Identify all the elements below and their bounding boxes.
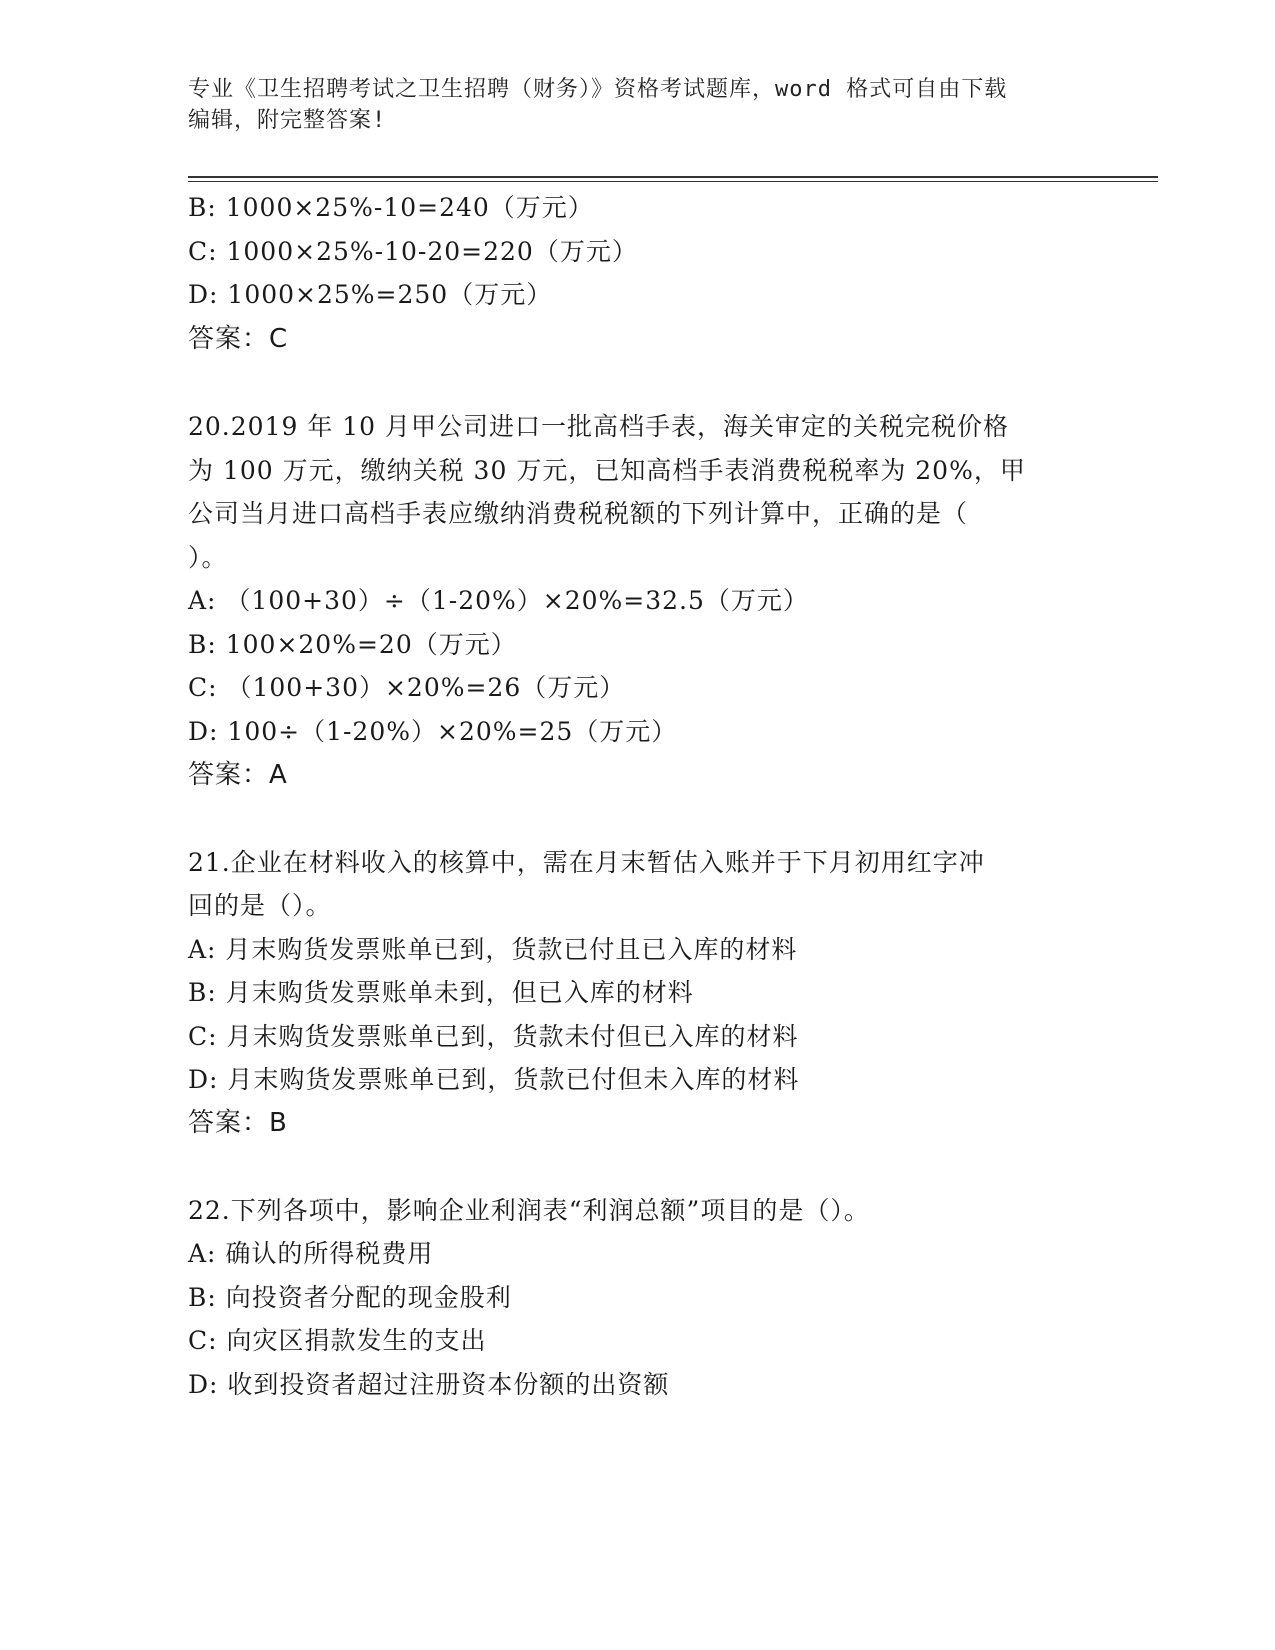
q19-answer: 答案：C: [188, 324, 289, 354]
q21-option-b: B: 月末购货发票账单未到，但已入库的材料: [188, 978, 694, 1007]
q22-stem-line-1: 22.下列各项中，影响企业利润表“利润总额”项目的是（）。: [188, 1196, 870, 1225]
q21-stem-line-2: 回的是（）。: [188, 891, 332, 920]
q22-option-a: A: 确认的所得税费用: [188, 1239, 434, 1268]
q22-option-b: B: 向投资者分配的现金股利: [188, 1283, 512, 1312]
q20-stem-line-3: 公司当月进口高档手表应缴纳消费税税额的下列计算中，正确的是（: [188, 499, 969, 528]
q20-stem-line-2: 为 100 万元，缴纳关税 30 万元，已知高档手表消费税税率为 20%，甲: [188, 456, 1026, 485]
q21-option-a: A: 月末购货发票账单已到，货款已付且已入库的材料: [188, 935, 798, 964]
q19-option-b: B: 1000×25%-10=240（万元）: [188, 193, 594, 222]
q20-option-a: A: （100+30）÷（1-20%）×20%=32.5（万元）: [188, 586, 809, 615]
q22-option-d: D: 收到投资者超过注册资本份额的出资额: [188, 1370, 670, 1399]
header-rule-thin: [188, 181, 1158, 182]
header-line-1: 专业《卫生招聘考试之卫生招聘（财务）》资格考试题库，word 格式可自由下载: [188, 77, 1008, 102]
header-line-2: 编辑，附完整答案!: [188, 108, 387, 133]
q19-option-d: D: 1000×25%=250（万元）: [188, 280, 553, 309]
q21-option-c: C: 月末购货发票账单已到，货款未付但已入库的材料: [188, 1022, 799, 1051]
document-header: [188, 74, 1068, 136]
q19-option-c: C: 1000×25%-10-20=220（万元）: [188, 237, 638, 266]
q20-stem-line-1: 20.2019 年 10 月甲公司进口一批高档手表，海关审定的关税完税价格: [188, 412, 1010, 441]
q21-answer: 答案：B: [188, 1108, 288, 1138]
q20-stem-line-4: ）。: [188, 543, 228, 572]
q20-option-d: D: 100÷（1-20%）×20%=25（万元）: [188, 717, 678, 746]
q21-stem-line-1: 21.企业在材料收入的核算中，需在月末暂估入账并于下月初用红字冲: [188, 848, 985, 877]
header-rule-thick: [188, 176, 1158, 178]
q20-option-b: B: 100×20%=20（万元）: [188, 630, 517, 659]
q22-option-c: C: 向灾区捐款发生的支出: [188, 1326, 487, 1355]
q20-option-c: C: （100+30）×20%=26（万元）: [188, 673, 626, 702]
q21-option-d: D: 月末购货发票账单已到，货款已付但未入库的材料: [188, 1065, 800, 1094]
q20-answer: 答案：A: [188, 760, 288, 790]
